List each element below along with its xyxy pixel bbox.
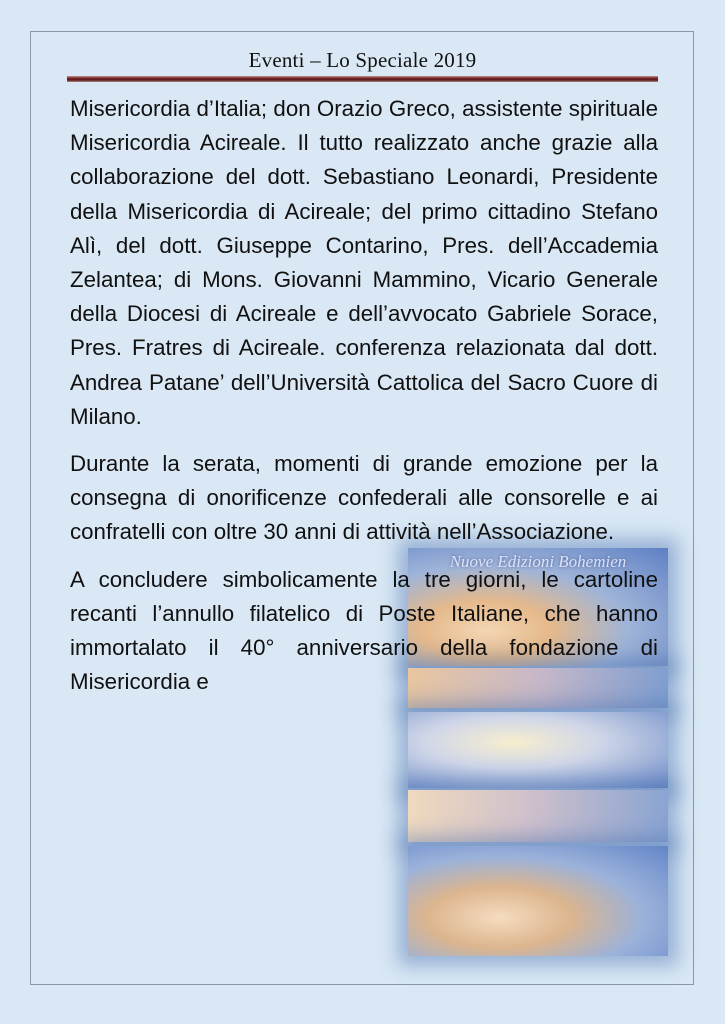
decorative-stamp-image — [408, 712, 668, 788]
decorative-stamp-image — [408, 846, 668, 956]
page-header-title: Eventi – Lo Speciale 2019 — [248, 48, 477, 72]
article-paragraph: Misericordia d’Italia; don Orazio Greco, assistente spirituale Misericordia Acireale. Il tutto realizzato anche grazie alla collaborazione del dott. Sebastiano Leonardi, Presidente della Misericordia di Acireale; del primo cittadino Stefano Alì, del dott. Giuseppe Contarino, Pres. dell’Accademia Zelantea; di Mons. Giovanni Mammino, Vicario Generale della Diocesi di Acireale e dell’avvocato Gabriele Sorace, Pres. Fratres di Acireale. conferenza relazionata dal dott. Andrea Patane’ dell’Università Cattolica del Sacro Cuore di Milano. — [70, 96, 658, 429]
stamp-caption: Nuove Edizioni Bohemien — [449, 552, 627, 571]
article-paragraph: Durante la serata, momenti di grande emozione per la consegna di onorificenze confederali alle consorelle e ai confratelli con oltre 30 anni di attività nell’Associazione. — [70, 451, 658, 545]
article-paragraph: A concludere simbolicamente la tre giorni, le cartoline recanti l’annullo filatelico di Poste Italiane, che hanno immortalato il 40° anniversario della fondazione di Misericordia e — [70, 566, 658, 695]
header-rule — [67, 76, 658, 82]
article-body — [70, 92, 658, 712]
decorative-stamp-image — [408, 790, 668, 842]
